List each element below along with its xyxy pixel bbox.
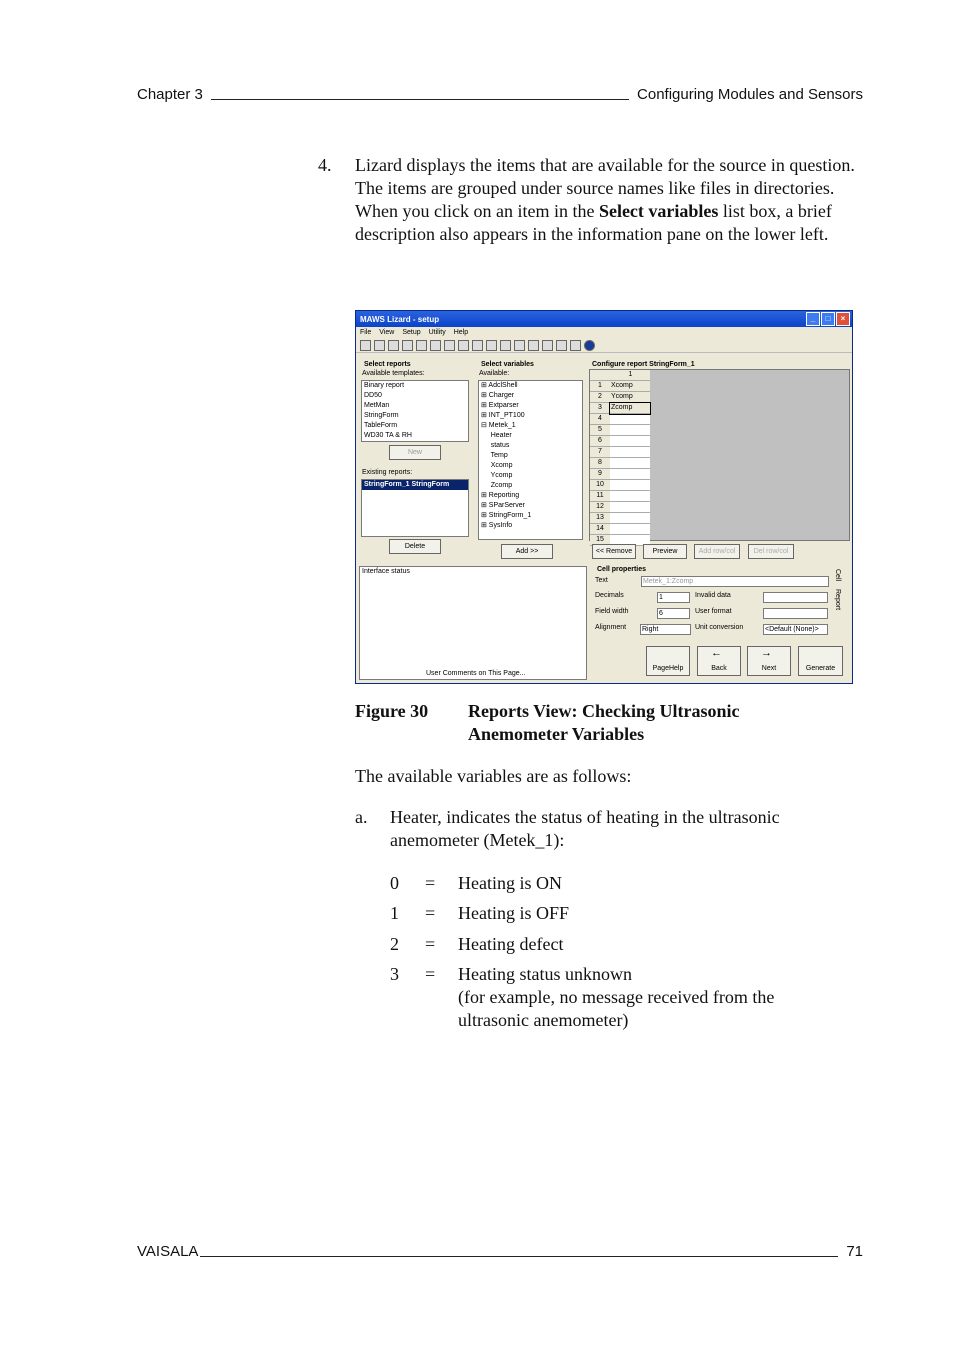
list-item[interactable]: StringForm_1 StringForm	[362, 480, 468, 490]
step-text-a: Lizard displays the items that are available for the source in question. The items are grouped under source names like files in directories. When you click on an item in the	[355, 155, 855, 221]
equals-sign: =	[425, 873, 436, 893]
tool-icon[interactable]	[444, 340, 455, 351]
grid-cell[interactable]	[610, 480, 650, 491]
preview-button[interactable]: Preview	[643, 544, 687, 559]
grid-cell[interactable]	[610, 502, 650, 513]
menu-utility[interactable]: Utility	[428, 329, 446, 336]
def-key: 2	[390, 934, 399, 954]
section-title: Configuring Modules and Sensors	[637, 86, 863, 103]
figure-title: Reports View: Checking Ultrasonic Anemometer Variables	[468, 701, 740, 744]
tree-item[interactable]: status	[481, 442, 510, 449]
tool-icon[interactable]	[458, 340, 469, 351]
grid-column	[610, 370, 650, 546]
tool-icon[interactable]	[514, 340, 525, 351]
chapter-label: Chapter 3	[137, 86, 203, 103]
add-button[interactable]: Add >>	[501, 544, 553, 559]
row-number: 8	[590, 458, 610, 469]
grid-cell[interactable]	[610, 469, 650, 480]
pagehelp-button[interactable]: PageHelp	[646, 646, 690, 676]
footer-rule	[200, 1256, 838, 1257]
grid-cell[interactable]	[610, 491, 650, 502]
invalid-data-field[interactable]	[763, 592, 828, 603]
tree-item[interactable]: ⊞ Charger	[481, 392, 515, 399]
list-item[interactable]: Binary report	[364, 382, 405, 389]
tool-icon[interactable]	[486, 340, 497, 351]
row-number: 15	[590, 535, 610, 546]
user-comments-link[interactable]: User Comments on This Page...	[426, 670, 526, 677]
tool-icon[interactable]	[528, 340, 539, 351]
select-variables-title: Select variables	[481, 361, 534, 368]
row-number: 2	[590, 392, 610, 403]
tree-item[interactable]: Heater	[481, 432, 512, 439]
tool-icon[interactable]	[402, 340, 413, 351]
available-templates-label: Available templates:	[362, 370, 425, 377]
lizard-screenshot	[355, 310, 853, 684]
text-field[interactable]: Metek_1:Zcomp	[641, 576, 829, 587]
equals-sign: =	[425, 903, 436, 923]
list-item[interactable]: StringForm	[364, 412, 399, 419]
info-icon[interactable]	[584, 340, 595, 351]
step-text-b: list box, a brief description also appears in the information pane on the lower left.	[355, 201, 832, 244]
def-key: 3	[390, 964, 399, 984]
step-text-bold: Select variables	[598, 201, 719, 221]
tool-icon[interactable]	[360, 340, 371, 351]
interface-status-label: Interface status	[362, 568, 410, 575]
step-number: 4.	[318, 155, 332, 175]
page-header	[137, 86, 863, 103]
header-rule	[211, 99, 629, 100]
row-number: 10	[590, 480, 610, 491]
tab-cell[interactable]: Cell	[834, 569, 841, 582]
close-icon[interactable]: ×	[836, 312, 850, 326]
row-number: 11	[590, 491, 610, 502]
column-header[interactable]: 1	[610, 370, 650, 381]
tool-icon[interactable]	[388, 340, 399, 351]
menu-file[interactable]: File	[360, 329, 372, 336]
tree-item[interactable]: ⊞ SParServer	[481, 502, 525, 509]
def-key: 1	[390, 903, 399, 923]
row-number: 9	[590, 469, 610, 480]
equals-sign: =	[425, 934, 436, 954]
grid-row-numbers	[590, 370, 610, 546]
intro-text: The available variables are as follows:	[355, 766, 632, 786]
tool-icon[interactable]	[472, 340, 483, 351]
remove-button[interactable]: << Remove	[592, 544, 636, 559]
grid-cell[interactable]	[610, 436, 650, 447]
item-a	[355, 806, 825, 852]
equals-sign: =	[425, 964, 436, 984]
decimals-field[interactable]: 1	[657, 592, 690, 603]
step-4	[318, 154, 863, 246]
row-number: 7	[590, 447, 610, 458]
figure-caption	[355, 700, 740, 744]
tool-icon[interactable]	[500, 340, 511, 351]
tool-icon[interactable]	[374, 340, 385, 351]
user-format-label: User format	[695, 608, 732, 615]
tree-item[interactable]: ⊞ AdclShell	[481, 382, 518, 389]
window-titlebar	[356, 311, 852, 327]
figure-number: Figure 30	[355, 701, 429, 721]
tab-report[interactable]: Report	[834, 589, 841, 611]
def-value	[458, 963, 818, 1032]
user-format-field[interactable]	[763, 608, 828, 619]
delete-button[interactable]: Delete	[389, 539, 441, 554]
row-number: 6	[590, 436, 610, 447]
row-number: 5	[590, 425, 610, 436]
maximize-icon[interactable]: □	[821, 312, 835, 326]
row-number: 4	[590, 414, 610, 425]
toolbar	[356, 338, 852, 353]
list-item[interactable]: DD50	[364, 392, 382, 399]
grid-cell[interactable]	[610, 524, 650, 535]
tree-item[interactable]: ⊞ Reporting	[481, 492, 520, 499]
def-key: 0	[390, 873, 399, 893]
grid-cell[interactable]: Ycomp	[610, 392, 650, 403]
menu-bar	[356, 327, 852, 338]
add-row-button[interactable]: Add row/col	[694, 544, 740, 559]
step-text	[355, 154, 863, 246]
field-width-label: Field width	[595, 608, 629, 615]
next-arrow-icon: →	[761, 647, 772, 659]
def-value: Heating is ON	[458, 873, 562, 893]
grid-cell[interactable]: Zcomp	[610, 403, 650, 414]
tree-item[interactable]: ⊞ Extparser	[481, 402, 519, 409]
grid-cell[interactable]	[610, 414, 650, 425]
tree-item[interactable]: ⊞ INT_PT100	[481, 412, 525, 419]
tree-item[interactable]: ⊞ SysInfo	[481, 522, 513, 529]
tree-item[interactable]: Xcomp	[481, 462, 513, 469]
tool-icon[interactable]	[556, 340, 567, 351]
minimize-icon[interactable]: _	[806, 312, 820, 326]
list-item[interactable]: MetMan	[364, 402, 390, 409]
tool-icon[interactable]	[570, 340, 581, 351]
templates-list[interactable]	[361, 380, 469, 442]
tool-icon[interactable]	[430, 340, 441, 351]
cell-properties-title: Cell properties	[597, 566, 647, 573]
configure-title: Configure report StringForm_1	[592, 361, 695, 368]
generate-button[interactable]: Generate	[798, 646, 843, 676]
grid-cell[interactable]	[610, 425, 650, 436]
alignment-select[interactable]: Right	[640, 624, 691, 635]
tree-item[interactable]: Ycomp	[481, 472, 513, 479]
text-label: Text	[595, 577, 608, 584]
field-width-field[interactable]: 6	[657, 608, 690, 619]
item-marker: a.	[355, 807, 368, 827]
tree-item[interactable]: ⊞ StringForm_1	[481, 512, 532, 519]
interface-status-pane	[359, 566, 587, 680]
grid-cell[interactable]: Xcomp	[610, 381, 650, 392]
row-number: 3	[590, 403, 610, 414]
back-arrow-icon: ←	[711, 647, 722, 659]
list-item[interactable]: WD30 TA & RH	[364, 432, 412, 439]
list-item[interactable]: TableForm	[364, 422, 398, 429]
row-number: 14	[590, 524, 610, 535]
tree-item[interactable]: ⊟ Metek_1	[481, 422, 516, 429]
unit-conversion-select[interactable]: <Default (None)>	[763, 624, 828, 635]
available-label: Available:	[479, 370, 510, 377]
window-title: MAWS Lizard - setup	[360, 314, 440, 324]
grid-cell[interactable]	[610, 447, 650, 458]
row-number: 12	[590, 502, 610, 513]
def-value: Heating defect	[458, 934, 564, 954]
back-button[interactable]: Back	[697, 646, 741, 676]
def-value: Heating is OFF	[458, 903, 570, 923]
grid-cell[interactable]	[610, 458, 650, 469]
tool-icon[interactable]	[542, 340, 553, 351]
page-footer	[137, 1243, 863, 1260]
tree-item[interactable]: Temp	[481, 452, 508, 459]
existing-reports-list[interactable]	[361, 479, 469, 537]
unit-conversion-label: Unit conversion	[695, 624, 744, 631]
brand-label: VAISALA	[137, 1243, 199, 1260]
menu-setup[interactable]: Setup	[402, 329, 421, 336]
menu-view[interactable]: View	[379, 329, 395, 336]
page-number: 71	[846, 1243, 863, 1260]
next-button[interactable]: Next	[747, 646, 791, 676]
existing-reports-label: Existing reports:	[362, 469, 413, 476]
grid-corner	[590, 370, 610, 381]
alignment-label: Alignment	[595, 624, 627, 631]
tool-icon[interactable]	[416, 340, 427, 351]
grid-cell[interactable]	[610, 513, 650, 524]
del-row-button[interactable]: Del row/col	[748, 544, 794, 559]
def-note: (for example, no message received from the ultrasonic anemometer)	[458, 987, 775, 1030]
report-grid[interactable]	[589, 369, 850, 541]
invalid-data-label: Invalid data	[695, 592, 731, 599]
tree-item[interactable]: Zcomp	[481, 482, 513, 489]
row-number: 1	[590, 381, 610, 392]
variables-tree[interactable]	[478, 380, 583, 540]
select-reports-title: Select reports	[364, 361, 411, 368]
row-number: 13	[590, 513, 610, 524]
new-button[interactable]: New	[389, 445, 441, 460]
decimals-label: Decimals	[595, 592, 624, 599]
item-text: Heater, indicates the status of heating in the ultrasonic anemometer (Metek_1):	[390, 807, 780, 850]
def-value-text: Heating status unknown	[458, 964, 632, 984]
menu-help[interactable]: Help	[453, 329, 469, 336]
